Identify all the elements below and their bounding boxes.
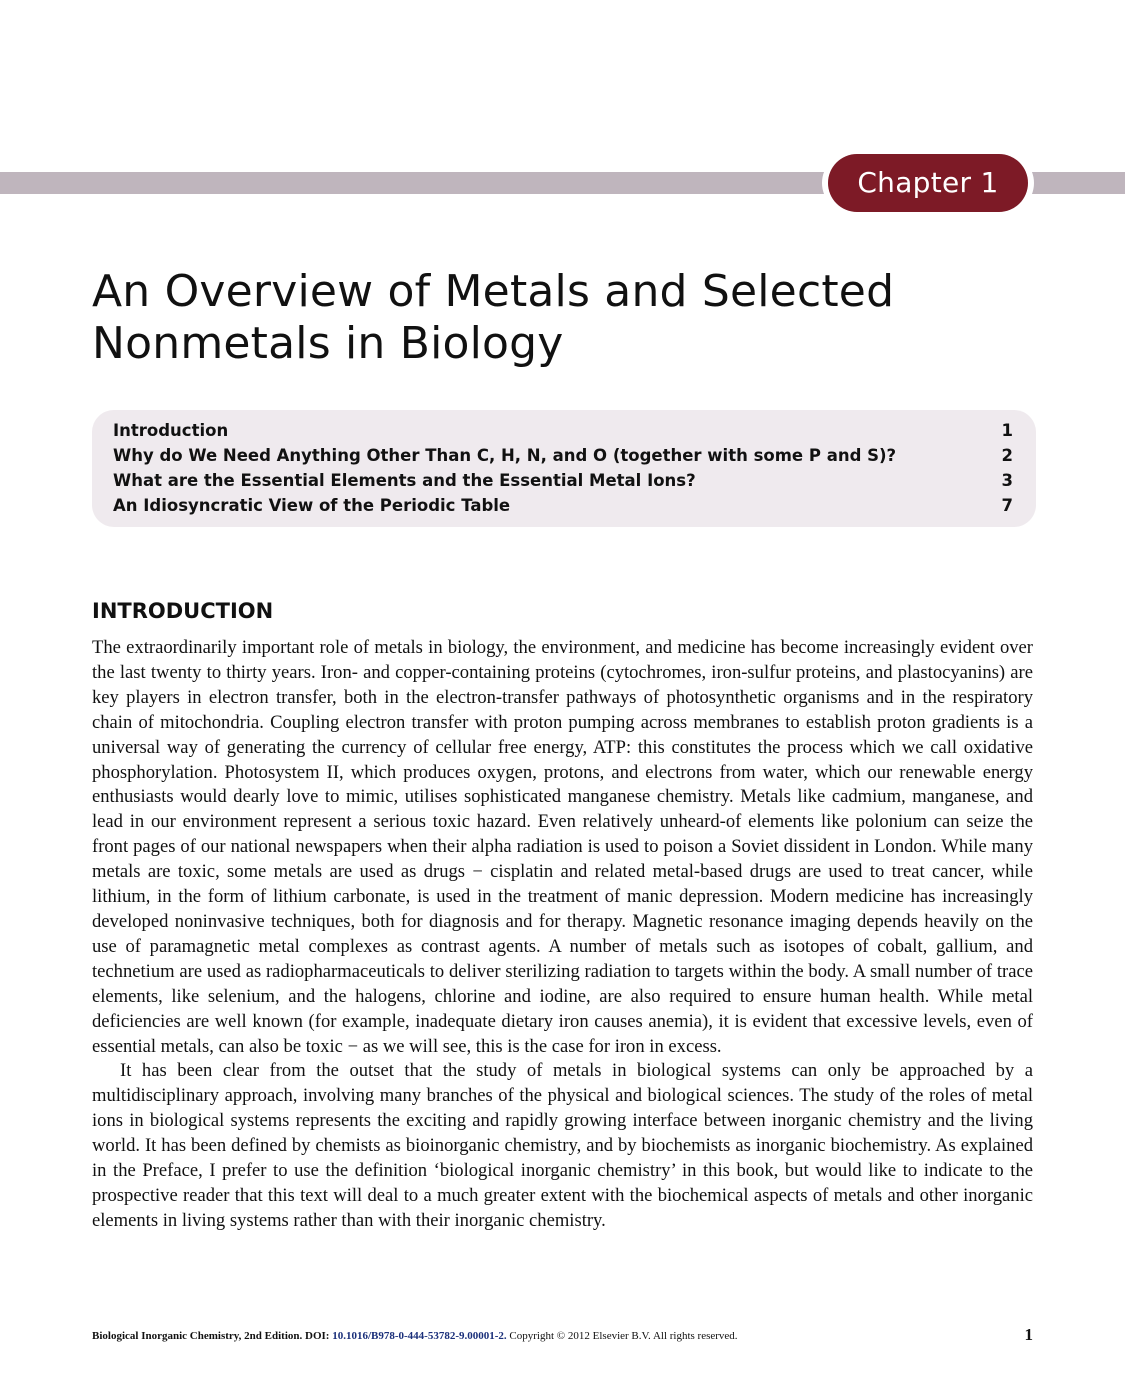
contents-entry-title: Introduction	[113, 421, 229, 440]
footer-book-citation: Biological Inorganic Chemistry, 2nd Edition. DOI:	[92, 1330, 333, 1342]
contents-entry-title: An Idiosyncratic View of the Periodic Table	[113, 496, 511, 515]
page-footer	[92, 1326, 1033, 1346]
chapter-title	[92, 266, 992, 370]
contents-entry-page: 2	[1001, 446, 1013, 465]
body-paragraph: The extraordinarily important role of metals in biology, the environment, and medicine has become increasingly evident over the last twenty to thirty years. Iron- and copper-containing proteins (cytochromes, iron-sulfur proteins, and plastocyanins) are key players in electron transfer, both in the electron-transfer pathways of photosynthetic organisms and in the respiratory chain of mitochondria. Coupling electron transfer with proton pumping across membranes to establish proton gradients is a universal way of generating the currency of cellular free energy, ATP: this constitutes the process which we call oxidative phosphorylation. Photosystem II, which produces oxygen, protons, and electrons from water, which our renewable energy enthusiasts would dearly love to mimic, utilises sophisticated manganese chemistry. Metals like cadmium, manganese, and lead in our environment represent a serious toxic hazard. Even relatively unheard-of elements like polonium can seize the front pages of our national newspapers when their alpha radiation is used to poison a Soviet dissident in London. While many metals are toxic, some metals are used as drugs − cisplatin and related metal-based drugs are used to treat cancer, while lithium, in the form of lithium carbonate, is used in the treatment of manic depression. Modern medicine has increasingly developed noninvasive techniques, both for diagnosis and for therapy. Magnetic resonance imaging depends heavily on the use of paramagnetic metal complexes as contrast agents. A number of metals such as isotopes of cobalt, gallium, and technetium are used as radiopharmaceuticals to deliver sterilizing radiation to targets within the body. A small number of trace elements, like selenium, and the halogens, chlorine and iodine, are also required to ensure human health. While metal deficiencies are well known (for example, inadequate dietary iron causes anemia), it is evident that excessive levels, even of essential metals, can also be toxic − as we will see, this is the case for iron in excess.	[92, 637, 1033, 1057]
footer-copyright: Copyright © 2012 Elsevier B.V. All rights reserved.	[506, 1330, 738, 1342]
chapter-label: Chapter 1	[828, 154, 1028, 212]
doi-link[interactable]: 10.1016/B978-0-444-53782-9.00001-2.	[332, 1330, 507, 1342]
contents-entry[interactable]	[113, 443, 1013, 468]
body-paragraph: It has been clear from the outset that the study of metals in biological systems can only be approached by a multidisciplinary approach, involving many branches of the physical and biological sciences. The study of the roles of metal ions in biological systems represents the exciting and rapidly growing interface between inorganic chemistry and the living world. It has been defined by chemists as bioinorganic chemistry, and by biochemists as inorganic biochemistry. As explained in the Preface, I prefer to use the definition ‘biological inorganic chemistry’ in this book, but would like to indicate to the prospective reader that this text will deal to a much greater extent with the biochemical aspects of metals and other inorganic elements in living systems rather than with their inorganic chemistry.	[92, 1060, 1033, 1231]
contents-entry[interactable]	[113, 493, 1013, 518]
chapter-title-line-1: An Overview of Metals and Selected	[92, 266, 895, 317]
section-heading: INTRODUCTION	[92, 599, 274, 623]
contents-entry-title: Why do We Need Anything Other Than C, H, N, and O (together with some P and S)?	[113, 446, 897, 465]
chapter-title-line-2: Nonmetals in Biology	[92, 318, 564, 369]
chapter-contents	[92, 410, 1036, 527]
contents-entry-page: 1	[1001, 421, 1013, 440]
section-body	[92, 636, 1033, 1234]
page-number: 1	[1024, 1325, 1033, 1344]
contents-entry-page: 7	[1001, 496, 1013, 515]
contents-entry[interactable]	[113, 418, 1013, 443]
contents-entry-page: 3	[1001, 471, 1013, 490]
contents-entry[interactable]	[113, 468, 1013, 493]
contents-entry-title: What are the Essential Elements and the Essential Metal Ions?	[113, 471, 696, 490]
